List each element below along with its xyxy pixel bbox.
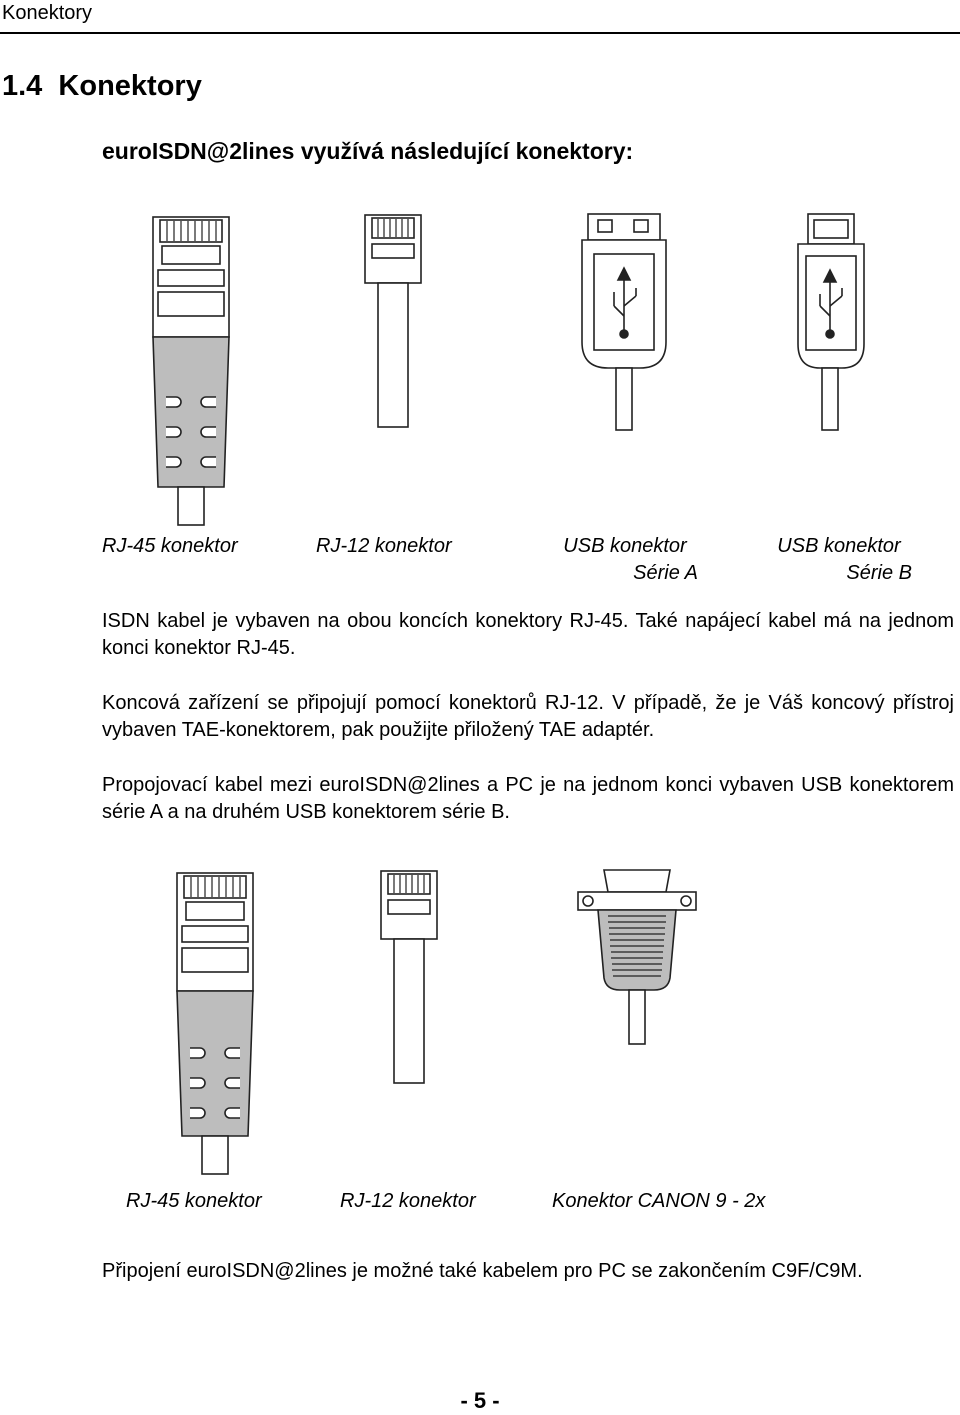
header-rule — [0, 32, 960, 34]
caption-canon: Konektor CANON 9 - 2x — [552, 1190, 766, 1212]
caption-usb-b — [766, 533, 912, 587]
caption-usb-a-line1: USB konektor — [563, 535, 687, 557]
paragraph-canon: Připojení euroISDN@2lines je možné také kabelem pro PC se zakončením C9F/C9M. — [102, 1260, 863, 1282]
rj12-connector-illustration — [360, 210, 426, 432]
usb-a-connector-illustration — [578, 210, 672, 434]
paragraph-usb: Propojovací kabel mezi euroISDN@2lines a PC je na jednom konci vybaven USB konektorem série A a na druhém USB konektorem série B. — [102, 774, 954, 823]
page-number: - 5 - — [460, 1388, 500, 1413]
section-title: 1.4 Konektory — [2, 70, 202, 102]
caption-rj45: RJ-45 konektor — [102, 535, 238, 557]
usb-b-connector-illustration — [794, 210, 868, 434]
paragraph-isdn: ISDN kabel je vybaven na obou koncích konektory RJ-45. Také napájecí kabel má na jednom konci konektor RJ-45. — [102, 610, 954, 659]
caption-usb-b-line2: Série B — [846, 562, 912, 584]
caption-rj12: RJ-12 konektor — [316, 535, 452, 557]
rj12-connector-illustration-bottom — [376, 866, 442, 1088]
caption-usb-b-line1: USB konektor — [777, 535, 901, 557]
rj45-connector-illustration-bottom — [172, 868, 258, 1180]
rj45-connector-illustration — [148, 212, 234, 530]
caption-rj12-bottom: RJ-12 konektor — [340, 1190, 476, 1212]
paragraph-terminal: Koncová zařízení se připojují pomocí konektorů RJ-12. V případě, že je Váš koncový přístroj vybaven TAE-konektorem, pak použijte přiložený TAE adaptér. — [102, 692, 954, 741]
canon-9-connector-illustration — [574, 866, 700, 1048]
running-header: Konektory — [2, 2, 93, 24]
caption-usb-a — [552, 533, 698, 587]
intro-heading: euroISDN@2lines využívá následující konektory: — [102, 138, 634, 164]
caption-usb-a-line2: Série A — [633, 562, 698, 584]
caption-rj45-bottom: RJ-45 konektor — [126, 1190, 262, 1212]
